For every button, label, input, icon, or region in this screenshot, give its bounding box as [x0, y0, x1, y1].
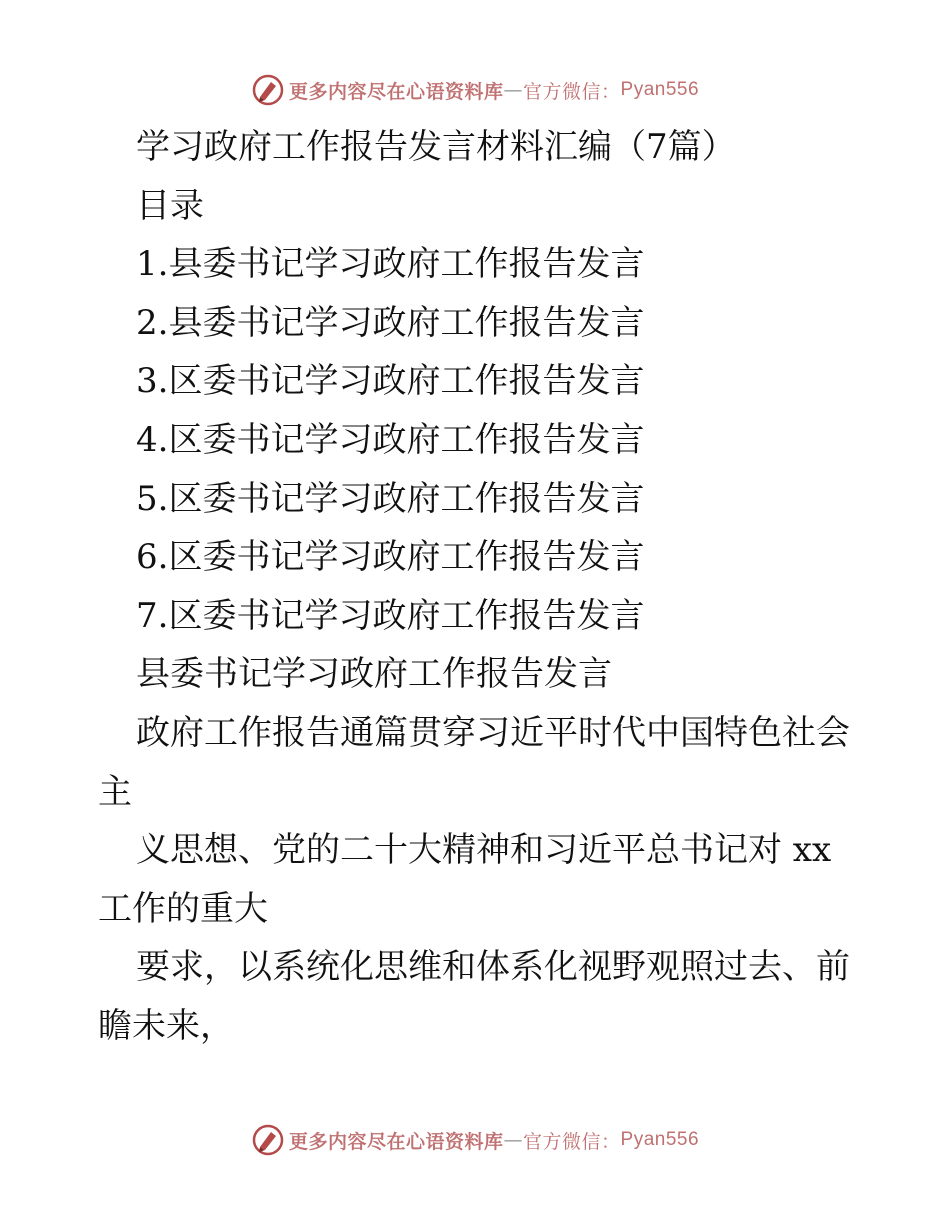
toc-item: 7.区委书记学习政府工作报告发言: [136, 595, 645, 636]
document-title: 学习政府工作报告发言材料汇编（7篇）: [136, 127, 736, 167]
toc-item: 2.县委书记学习政府工作报告发言: [136, 302, 645, 343]
watermark-tail-text: 官方微信: [522, 1130, 601, 1153]
toc-heading: 目录: [136, 185, 204, 226]
watermark-tail-text: 官方微信: [522, 80, 601, 103]
toc-item: 4.区委书记学习政府工作报告发言: [136, 419, 645, 460]
watermark-separator: —: [503, 1129, 523, 1151]
header-watermark: [0, 70, 950, 110]
body-line: 主: [98, 771, 132, 812]
body-line: 瞻未来，: [98, 1005, 234, 1046]
body-line: 义思想、党的二十大精神和习近平总书记对 xx: [136, 830, 832, 871]
body-line: 工作的重大: [98, 888, 268, 929]
watermark-colon: ：: [601, 80, 621, 103]
toc-item: 1.县委书记学习政府工作报告发言: [136, 244, 645, 285]
body-line: 要求，以系统化思维和体系化视野观照过去、前: [136, 947, 850, 988]
pen-logo-icon: [251, 1123, 285, 1157]
watermark-lead-text: 更多内容尽在心语资料库: [288, 80, 504, 103]
watermark-lead-text: 更多内容尽在心语资料库: [288, 1130, 504, 1153]
toc-item: 3.区委书记学习政府工作报告发言: [136, 361, 645, 402]
section-title: 县委书记学习政府工作报告发言: [136, 654, 612, 695]
watermark-colon: ：: [601, 1130, 621, 1153]
watermark-wechat-id: Pyan556: [620, 79, 700, 100]
document-body: [0, 118, 950, 1056]
watermark-separator: —: [503, 79, 523, 101]
pen-logo-icon: [251, 73, 285, 107]
watermark-wechat-id: Pyan556: [620, 1129, 700, 1150]
footer-watermark: [0, 1120, 950, 1160]
toc-item: 6.区委书记学习政府工作报告发言: [136, 537, 645, 578]
body-line: 政府工作报告通篇贯穿习近平时代中国特色社会: [136, 712, 850, 753]
toc-item: 5.区委书记学习政府工作报告发言: [136, 478, 645, 519]
